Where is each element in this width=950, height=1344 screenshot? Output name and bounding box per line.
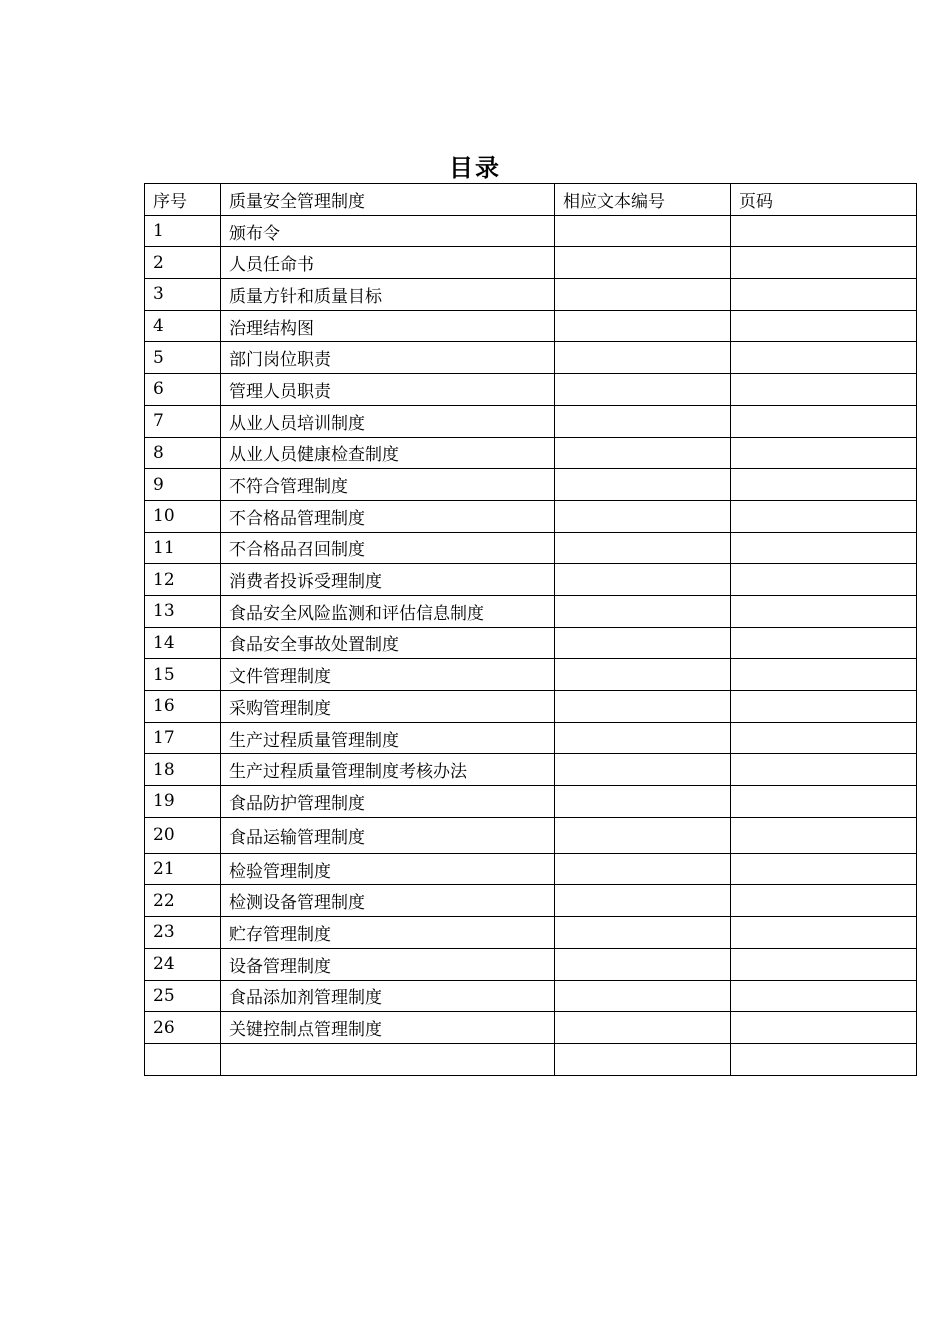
row-page bbox=[731, 437, 917, 469]
table-row bbox=[145, 532, 917, 564]
row-doc-code bbox=[555, 1012, 731, 1044]
table-row bbox=[145, 786, 917, 818]
row-number: 23 bbox=[145, 917, 221, 949]
header-number: 序号 bbox=[145, 184, 221, 216]
row-page bbox=[731, 722, 917, 754]
row-name: 食品安全事故处置制度 bbox=[221, 627, 555, 659]
row-doc-code bbox=[555, 437, 731, 469]
row-number: 26 bbox=[145, 1012, 221, 1044]
row-number: 10 bbox=[145, 500, 221, 532]
row-number: 11 bbox=[145, 532, 221, 564]
row-page bbox=[731, 659, 917, 691]
table-row bbox=[145, 1043, 917, 1075]
row-doc-code bbox=[555, 247, 731, 279]
row-page bbox=[731, 817, 917, 853]
row-doc-code bbox=[555, 215, 731, 247]
toc-table bbox=[144, 183, 917, 1076]
row-doc-code bbox=[555, 1043, 731, 1075]
row-number: 5 bbox=[145, 342, 221, 374]
row-number: 8 bbox=[145, 437, 221, 469]
table-row bbox=[145, 853, 917, 885]
row-name: 消费者投诉受理制度 bbox=[221, 564, 555, 596]
row-doc-code bbox=[555, 754, 731, 786]
row-name: 设备管理制度 bbox=[221, 948, 555, 980]
row-doc-code bbox=[555, 917, 731, 949]
row-number: 20 bbox=[145, 817, 221, 853]
row-number: 15 bbox=[145, 659, 221, 691]
row-name: 关键控制点管理制度 bbox=[221, 1012, 555, 1044]
table-row bbox=[145, 247, 917, 279]
row-page bbox=[731, 754, 917, 786]
row-page bbox=[731, 691, 917, 723]
row-number: 17 bbox=[145, 722, 221, 754]
table-row bbox=[145, 469, 917, 501]
row-doc-code bbox=[555, 374, 731, 406]
row-doc-code bbox=[555, 469, 731, 501]
row-page bbox=[731, 885, 917, 917]
row-name: 食品安全风险监测和评估信息制度 bbox=[221, 595, 555, 627]
row-number: 12 bbox=[145, 564, 221, 596]
row-name: 颁布令 bbox=[221, 215, 555, 247]
row-doc-code bbox=[555, 500, 731, 532]
row-number: 6 bbox=[145, 374, 221, 406]
table-row bbox=[145, 885, 917, 917]
header-page: 页码 bbox=[731, 184, 917, 216]
row-number: 3 bbox=[145, 279, 221, 311]
row-number: 14 bbox=[145, 627, 221, 659]
row-page bbox=[731, 532, 917, 564]
table-row bbox=[145, 1012, 917, 1044]
row-name: 检验管理制度 bbox=[221, 853, 555, 885]
row-name: 不符合管理制度 bbox=[221, 469, 555, 501]
header-doc-code: 相应文本编号 bbox=[555, 184, 731, 216]
row-name: 从业人员健康检查制度 bbox=[221, 437, 555, 469]
row-name bbox=[221, 1043, 555, 1075]
row-number: 7 bbox=[145, 405, 221, 437]
row-name: 生产过程质量管理制度考核办法 bbox=[221, 754, 555, 786]
row-name: 治理结构图 bbox=[221, 310, 555, 342]
row-doc-code bbox=[555, 532, 731, 564]
row-name: 部门岗位职责 bbox=[221, 342, 555, 374]
row-number: 4 bbox=[145, 310, 221, 342]
table-row bbox=[145, 948, 917, 980]
table-header-row bbox=[145, 184, 917, 216]
row-doc-code bbox=[555, 817, 731, 853]
table-row bbox=[145, 500, 917, 532]
table-row bbox=[145, 564, 917, 596]
row-doc-code bbox=[555, 279, 731, 311]
row-name: 采购管理制度 bbox=[221, 691, 555, 723]
row-number: 2 bbox=[145, 247, 221, 279]
row-name: 贮存管理制度 bbox=[221, 917, 555, 949]
row-page bbox=[731, 627, 917, 659]
row-doc-code bbox=[555, 659, 731, 691]
table-row bbox=[145, 595, 917, 627]
row-doc-code bbox=[555, 786, 731, 818]
row-doc-code bbox=[555, 722, 731, 754]
row-name: 文件管理制度 bbox=[221, 659, 555, 691]
row-doc-code bbox=[555, 595, 731, 627]
table-row bbox=[145, 691, 917, 723]
row-page bbox=[731, 917, 917, 949]
table-row bbox=[145, 754, 917, 786]
table-row bbox=[145, 980, 917, 1012]
page-title: 目录 bbox=[449, 154, 501, 182]
row-number: 13 bbox=[145, 595, 221, 627]
row-name: 质量方针和质量目标 bbox=[221, 279, 555, 311]
row-number: 9 bbox=[145, 469, 221, 501]
row-number: 16 bbox=[145, 691, 221, 723]
row-number: 19 bbox=[145, 786, 221, 818]
row-number bbox=[145, 1043, 221, 1075]
table-row bbox=[145, 310, 917, 342]
row-name: 从业人员培训制度 bbox=[221, 405, 555, 437]
row-page bbox=[731, 786, 917, 818]
table-row bbox=[145, 437, 917, 469]
row-page bbox=[731, 948, 917, 980]
row-name: 食品运输管理制度 bbox=[221, 817, 555, 853]
row-doc-code bbox=[555, 885, 731, 917]
row-doc-code bbox=[555, 342, 731, 374]
table-row bbox=[145, 279, 917, 311]
row-page bbox=[731, 374, 917, 406]
row-page bbox=[731, 500, 917, 532]
row-page bbox=[731, 342, 917, 374]
row-name: 生产过程质量管理制度 bbox=[221, 722, 555, 754]
row-page bbox=[731, 310, 917, 342]
row-page bbox=[731, 595, 917, 627]
row-number: 25 bbox=[145, 980, 221, 1012]
row-page bbox=[731, 215, 917, 247]
row-page bbox=[731, 853, 917, 885]
table-row bbox=[145, 659, 917, 691]
header-name: 质量安全管理制度 bbox=[221, 184, 555, 216]
row-number: 21 bbox=[145, 853, 221, 885]
row-doc-code bbox=[555, 691, 731, 723]
row-page bbox=[731, 405, 917, 437]
table-row bbox=[145, 374, 917, 406]
table-row bbox=[145, 405, 917, 437]
row-doc-code bbox=[555, 405, 731, 437]
row-name: 食品防护管理制度 bbox=[221, 786, 555, 818]
row-name: 不合格品管理制度 bbox=[221, 500, 555, 532]
row-name: 检测设备管理制度 bbox=[221, 885, 555, 917]
row-page bbox=[731, 247, 917, 279]
table-row bbox=[145, 917, 917, 949]
row-doc-code bbox=[555, 310, 731, 342]
row-name: 管理人员职责 bbox=[221, 374, 555, 406]
row-page bbox=[731, 469, 917, 501]
row-doc-code bbox=[555, 564, 731, 596]
row-doc-code bbox=[555, 980, 731, 1012]
row-page bbox=[731, 980, 917, 1012]
row-name: 人员任命书 bbox=[221, 247, 555, 279]
table-row bbox=[145, 342, 917, 374]
table-row bbox=[145, 817, 917, 853]
row-number: 18 bbox=[145, 754, 221, 786]
row-number: 24 bbox=[145, 948, 221, 980]
row-doc-code bbox=[555, 627, 731, 659]
row-page bbox=[731, 1043, 917, 1075]
row-number: 22 bbox=[145, 885, 221, 917]
table-row bbox=[145, 627, 917, 659]
row-name: 食品添加剂管理制度 bbox=[221, 980, 555, 1012]
row-number: 1 bbox=[145, 215, 221, 247]
row-page bbox=[731, 279, 917, 311]
row-doc-code bbox=[555, 948, 731, 980]
row-name: 不合格品召回制度 bbox=[221, 532, 555, 564]
row-page bbox=[731, 564, 917, 596]
table-row bbox=[145, 722, 917, 754]
row-page bbox=[731, 1012, 917, 1044]
row-doc-code bbox=[555, 853, 731, 885]
table-row bbox=[145, 215, 917, 247]
